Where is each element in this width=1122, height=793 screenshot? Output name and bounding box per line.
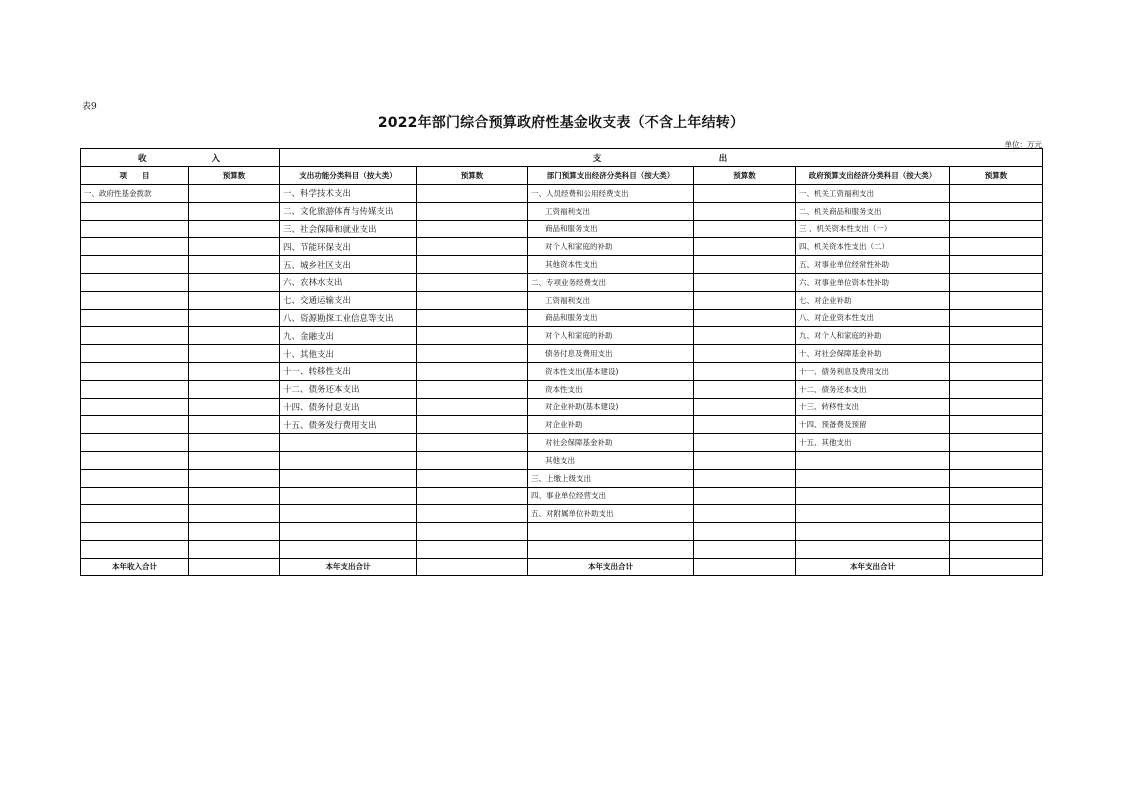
dept-item-cell: 其他支出 <box>528 451 694 469</box>
dept-budget-cell <box>694 362 796 380</box>
func-item-cell: 八、资源勘探工业信息等支出 <box>280 309 417 327</box>
gov-item-cell <box>796 505 950 523</box>
dept-budget-cell <box>694 451 796 469</box>
income-budget-cell <box>189 505 280 523</box>
income-item-cell <box>81 434 189 452</box>
gov-item-cell: 八、对企业资本性支出 <box>796 309 950 327</box>
gov-item-cell: 十五、其他支出 <box>796 434 950 452</box>
income-item-cell <box>81 398 189 416</box>
func-budget-cell <box>417 540 528 558</box>
dept-item-cell <box>528 540 694 558</box>
func-budget-cell <box>417 380 528 398</box>
table-row <box>81 487 1043 505</box>
table-row <box>81 327 1043 345</box>
func-total-value <box>417 558 528 575</box>
totals-row <box>81 558 1043 575</box>
income-item-cell <box>81 273 189 291</box>
table-row <box>81 291 1043 309</box>
table-row <box>81 540 1043 558</box>
func-budget-cell <box>417 327 528 345</box>
func-budget-cell <box>417 398 528 416</box>
func-budget-cell <box>417 238 528 256</box>
gov-budget-cell <box>950 416 1043 434</box>
func-item-cell <box>280 469 417 487</box>
income-budget-cell <box>189 380 280 398</box>
income-item-cell <box>81 345 189 363</box>
income-budget-cell <box>189 238 280 256</box>
func-budget-cell <box>417 451 528 469</box>
table-row <box>81 451 1043 469</box>
income-item-cell <box>81 238 189 256</box>
income-budget-cell <box>189 273 280 291</box>
func-budget-cell <box>417 185 528 203</box>
income-budget-cell <box>189 416 280 434</box>
func-budget-cell <box>417 309 528 327</box>
func-item-cell: 六、农林水支出 <box>280 273 417 291</box>
income-budget-cell <box>189 398 280 416</box>
dept-budget-cell <box>694 487 796 505</box>
dept-item-cell: 资本性支出(基本建设) <box>528 362 694 380</box>
budget-table <box>80 148 1043 576</box>
func-total-label: 本年支出合计 <box>280 558 417 575</box>
gov-item-cell <box>796 540 950 558</box>
gov-budget-cell <box>950 398 1043 416</box>
func-item-cell: 九、金融支出 <box>280 327 417 345</box>
dept-budget-cell <box>694 398 796 416</box>
dept-item-cell: 对企业补助 <box>528 416 694 434</box>
func-item-cell: 七、交通运输支出 <box>280 291 417 309</box>
dept-item-cell: 商品和服务支出 <box>528 220 694 238</box>
gov-item-cell: 四、机关资本性支出（二） <box>796 238 950 256</box>
gov-budget-cell <box>950 202 1043 220</box>
gov-budget-cell <box>950 362 1043 380</box>
table-row <box>81 434 1043 452</box>
func-budget-cell <box>417 523 528 541</box>
gov-item-cell: 九、对个人和家庭的补助 <box>796 327 950 345</box>
func-item-cell: 二、文化旅游体育与传媒支出 <box>280 202 417 220</box>
gov-budget-cell <box>950 291 1043 309</box>
income-item-cell <box>81 505 189 523</box>
dept-item-cell: 五、对附属单位补助支出 <box>528 505 694 523</box>
gov-item-cell <box>796 487 950 505</box>
gov-item-cell: 六、对事业单位资本性补助 <box>796 273 950 291</box>
income-total-label: 本年收入合计 <box>81 558 189 575</box>
func-item-cell: 一、科学技术支出 <box>280 185 417 203</box>
gov-budget-cell <box>950 505 1043 523</box>
table-row <box>81 202 1043 220</box>
table-row <box>81 185 1043 203</box>
gov-budget-cell <box>950 345 1043 363</box>
income-budget-cell <box>189 327 280 345</box>
dept-budget-cell <box>694 505 796 523</box>
dept-item-cell: 其他资本性支出 <box>528 256 694 274</box>
func-budget-cell <box>417 469 528 487</box>
func-item-cell: 十五、债务发行费用支出 <box>280 416 417 434</box>
unit-label: 单位：万元 <box>1004 140 1042 149</box>
gov-budget-cell <box>950 256 1043 274</box>
dept-item-cell: 对个人和家庭的补助 <box>528 238 694 256</box>
gov-budget-cell <box>950 309 1043 327</box>
dept-item-cell: 商品和服务支出 <box>528 309 694 327</box>
func-item-cell <box>280 451 417 469</box>
income-budget-cell <box>189 345 280 363</box>
gov-item-cell <box>796 469 950 487</box>
func-item-cell <box>280 487 417 505</box>
dept-item-cell: 债务付息及费用支出 <box>528 345 694 363</box>
func-item-cell <box>280 523 417 541</box>
dept-item-cell: 一、人员经费和公用经费支出 <box>528 185 694 203</box>
dept-item-cell: 对企业补助(基本建设) <box>528 398 694 416</box>
table-row <box>81 309 1043 327</box>
gov-total-label: 本年支出合计 <box>796 558 950 575</box>
income-total-value <box>189 558 280 575</box>
table-row <box>81 256 1043 274</box>
dept-header: 部门预算支出经济分类科目（按大类） <box>528 167 694 185</box>
dept-budget-cell <box>694 273 796 291</box>
func-budget-cell <box>417 362 528 380</box>
dept-budget-cell <box>694 256 796 274</box>
income-item-cell <box>81 523 189 541</box>
func-item-cell: 十、其他支出 <box>280 345 417 363</box>
income-item-cell: 一、政府性基金拨款 <box>81 185 189 203</box>
gov-item-cell: 十四、预备费及预留 <box>796 416 950 434</box>
income-item-cell <box>81 256 189 274</box>
func-item-cell: 十二、债务还本支出 <box>280 380 417 398</box>
income-budget-cell <box>189 185 280 203</box>
gov-item-cell <box>796 523 950 541</box>
income-item-cell <box>81 220 189 238</box>
income-item-cell <box>81 380 189 398</box>
dept-budget-cell <box>694 434 796 452</box>
gov-item-cell: 三 、机关资本性支出（一） <box>796 220 950 238</box>
dept-budget-cell <box>694 185 796 203</box>
func-budget-header: 预算数 <box>417 167 528 185</box>
gov-budget-cell <box>950 380 1043 398</box>
income-item-cell <box>81 327 189 345</box>
dept-item-cell: 四、事业单位经营支出 <box>528 487 694 505</box>
income-budget-cell <box>189 220 280 238</box>
dept-budget-header: 预算数 <box>694 167 796 185</box>
gov-item-cell: 十三、转移性支出 <box>796 398 950 416</box>
gov-budget-cell <box>950 523 1043 541</box>
income-budget-cell <box>189 291 280 309</box>
dept-budget-cell <box>694 523 796 541</box>
table-row <box>81 469 1043 487</box>
gov-item-cell: 七、对企业补助 <box>796 291 950 309</box>
func-budget-cell <box>417 345 528 363</box>
func-item-cell: 十一、转移性支出 <box>280 362 417 380</box>
dept-budget-cell <box>694 220 796 238</box>
dept-budget-cell <box>694 327 796 345</box>
expense-group-header: 支 出 <box>280 149 1043 167</box>
func-item-cell <box>280 505 417 523</box>
gov-budget-cell <box>950 220 1043 238</box>
income-budget-cell <box>189 256 280 274</box>
income-item-cell <box>81 362 189 380</box>
group-header-row <box>81 149 1043 167</box>
dept-item-cell: 对个人和家庭的补助 <box>528 327 694 345</box>
dept-budget-cell <box>694 469 796 487</box>
income-item-cell <box>81 451 189 469</box>
func-item-cell <box>280 434 417 452</box>
gov-total-value <box>950 558 1043 575</box>
income-budget-cell <box>189 487 280 505</box>
table-row <box>81 523 1043 541</box>
table-row <box>81 380 1043 398</box>
gov-item-cell: 一、机关工资福利支出 <box>796 185 950 203</box>
func-budget-cell <box>417 273 528 291</box>
income-item-cell <box>81 540 189 558</box>
page-title: 2022年部门综合预算政府性基金收支表（不含上年结转） <box>377 115 745 131</box>
table-row <box>81 220 1043 238</box>
dept-item-cell: 资本性支出 <box>528 380 694 398</box>
income-item-cell <box>81 202 189 220</box>
dept-budget-cell <box>694 540 796 558</box>
column-header-row <box>81 167 1043 185</box>
income-budget-cell <box>189 309 280 327</box>
dept-item-cell: 对社会保障基金补助 <box>528 434 694 452</box>
func-item-cell: 三、社会保障和就业支出 <box>280 220 417 238</box>
income-budget-cell <box>189 540 280 558</box>
gov-budget-cell <box>950 469 1043 487</box>
func-budget-cell <box>417 256 528 274</box>
income-item-cell <box>81 416 189 434</box>
gov-budget-cell <box>950 238 1043 256</box>
gov-item-cell: 十一、债务利息及费用支出 <box>796 362 950 380</box>
income-budget-cell <box>189 523 280 541</box>
func-item-cell: 十四、债务付息支出 <box>280 398 417 416</box>
func-budget-cell <box>417 291 528 309</box>
dept-item-cell: 三、上缴上级支出 <box>528 469 694 487</box>
table-row <box>81 238 1043 256</box>
dept-budget-cell <box>694 380 796 398</box>
gov-budget-cell <box>950 540 1043 558</box>
income-budget-cell <box>189 434 280 452</box>
gov-budget-header: 预算数 <box>950 167 1043 185</box>
func-item-cell <box>280 540 417 558</box>
dept-budget-cell <box>694 345 796 363</box>
dept-budget-cell <box>694 416 796 434</box>
dept-item-cell <box>528 523 694 541</box>
table-row <box>81 273 1043 291</box>
func-budget-cell <box>417 416 528 434</box>
dept-item-cell: 二、专项业务经费支出 <box>528 273 694 291</box>
gov-budget-cell <box>950 273 1043 291</box>
income-item-cell <box>81 309 189 327</box>
gov-item-cell: 二、机关商品和服务支出 <box>796 202 950 220</box>
dept-item-cell: 工资福利支出 <box>528 202 694 220</box>
func-budget-cell <box>417 505 528 523</box>
income-item-cell <box>81 291 189 309</box>
gov-item-cell: 十二、债务还本支出 <box>796 380 950 398</box>
gov-header: 政府预算支出经济分类科目（按大类） <box>796 167 950 185</box>
gov-item-cell: 十、对社会保障基金补助 <box>796 345 950 363</box>
gov-budget-cell <box>950 487 1043 505</box>
income-budget-cell <box>189 469 280 487</box>
table-row <box>81 345 1043 363</box>
dept-total-label: 本年支出合计 <box>528 558 694 575</box>
dept-total-value <box>694 558 796 575</box>
table-number: 表9 <box>82 102 97 112</box>
table-row <box>81 416 1043 434</box>
func-item-cell: 四、节能环保支出 <box>280 238 417 256</box>
dept-item-cell: 工资福利支出 <box>528 291 694 309</box>
income-budget-cell <box>189 362 280 380</box>
func-budget-cell <box>417 202 528 220</box>
gov-item-cell: 五、对事业单位经常性补助 <box>796 256 950 274</box>
func-header: 支出功能分类科目（按大类） <box>280 167 417 185</box>
gov-budget-cell <box>950 434 1043 452</box>
gov-budget-cell <box>950 451 1043 469</box>
func-item-cell: 五、城乡社区支出 <box>280 256 417 274</box>
func-budget-cell <box>417 220 528 238</box>
item-header: 项 目 <box>81 167 189 185</box>
table-row <box>81 505 1043 523</box>
table-row <box>81 362 1043 380</box>
income-budget-cell <box>189 451 280 469</box>
gov-item-cell <box>796 451 950 469</box>
dept-budget-cell <box>694 309 796 327</box>
dept-budget-cell <box>694 238 796 256</box>
income-item-cell <box>81 487 189 505</box>
dept-budget-cell <box>694 202 796 220</box>
income-budget-cell <box>189 202 280 220</box>
dept-budget-cell <box>694 291 796 309</box>
gov-budget-cell <box>950 185 1043 203</box>
func-budget-cell <box>417 487 528 505</box>
income-item-cell <box>81 469 189 487</box>
func-budget-cell <box>417 434 528 452</box>
table-row <box>81 398 1043 416</box>
income-budget-header: 预算数 <box>189 167 280 185</box>
gov-budget-cell <box>950 327 1043 345</box>
income-group-header: 收 入 <box>81 149 280 167</box>
